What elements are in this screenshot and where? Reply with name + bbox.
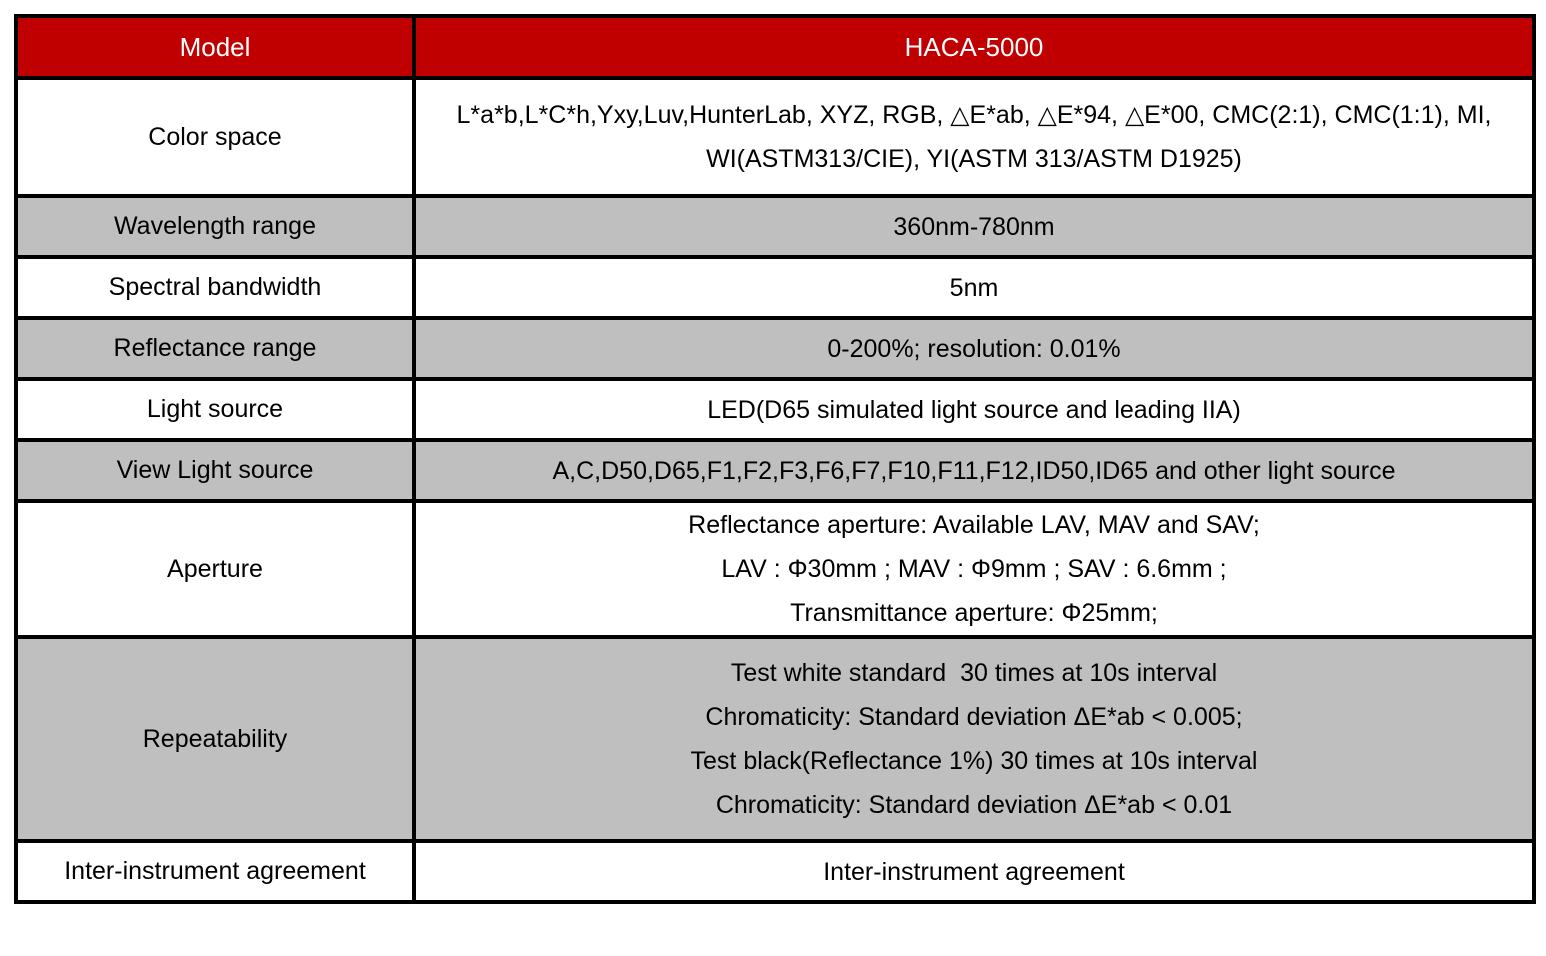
row-inter-instrument-agreement [16,841,1534,902]
value-line: Transmittance aperture: Φ25mm; [790,599,1158,627]
row-aperture [16,501,1534,637]
model-header-cell: Model [16,16,414,78]
row-label-aperture: Aperture [16,501,414,637]
value-line: LED(D65 simulated light source and leading IIA) [707,395,1241,424]
row-label-inter-instrument-agreement: Inter-instrument agreement [16,841,414,902]
row-label-reflectance-range: Reflectance range [16,318,414,379]
row-wavelength-range [16,196,1534,257]
row-label-view-light-source: View Light source [16,440,414,501]
row-value-reflectance-range [414,318,1534,379]
row-repeatability [16,637,1534,841]
row-label-spectral-bandwidth: Spectral bandwidth [16,257,414,318]
row-label-light-source: Light source [16,379,414,440]
row-value-light-source [414,379,1534,440]
row-value-color-space [414,78,1534,196]
row-light-source [16,379,1534,440]
row-label-wavelength-range: Wavelength range [16,196,414,257]
value-line: Inter-instrument agreement [823,857,1125,886]
value-line: LAV : Φ30mm ; MAV : Φ9mm ; SAV : 6.6mm ; [721,555,1227,583]
row-value-repeatability [414,637,1534,841]
value-line: 5nm [949,273,999,302]
row-value-spectral-bandwidth [414,257,1534,318]
value-line: Test white standard 30 times at 10s interval [730,659,1218,687]
value-line: Reflectance aperture: Available LAV, MAV and SAV; [688,511,1260,539]
value-line: Chromaticity: Standard deviation ΔE*ab < 0.005; [705,703,1243,731]
value-line: WI(ASTM313/CIE), YI(ASTM 313/ASTM D1925) [706,145,1242,173]
spec-table [14,14,1536,904]
value-line: Test black(Reflectance 1%) 30 times at 10s interval [690,747,1258,775]
spec-header-row [16,16,1534,78]
row-value-view-light-source [414,440,1534,501]
row-value-aperture [414,501,1534,637]
value-line: L*a*b,L*C*h,Yxy,Luv,HunterLab, XYZ, RGB, △E*ab, △E*94, △E*00, CMC(2:1), CMC(1:1), MI, [456,101,1492,129]
row-label-repeatability: Repeatability [16,637,414,841]
row-color-space [16,78,1534,196]
model-value-cell: HACA-5000 [414,16,1534,78]
value-line: Chromaticity: Standard deviation ΔE*ab < 0.01 [715,791,1233,819]
value-line: 0-200%; resolution: 0.01% [827,334,1121,363]
row-value-inter-instrument-agreement [414,841,1534,902]
row-reflectance-range [16,318,1534,379]
value-line: A,C,D50,D65,F1,F2,F3,F6,F7,F10,F11,F12,ID50,ID65 and other light source [552,456,1396,485]
row-view-light-source [16,440,1534,501]
value-line: 360nm-780nm [893,212,1055,241]
row-label-color-space: Color space [16,78,414,196]
row-value-wavelength-range [414,196,1534,257]
row-spectral-bandwidth [16,257,1534,318]
